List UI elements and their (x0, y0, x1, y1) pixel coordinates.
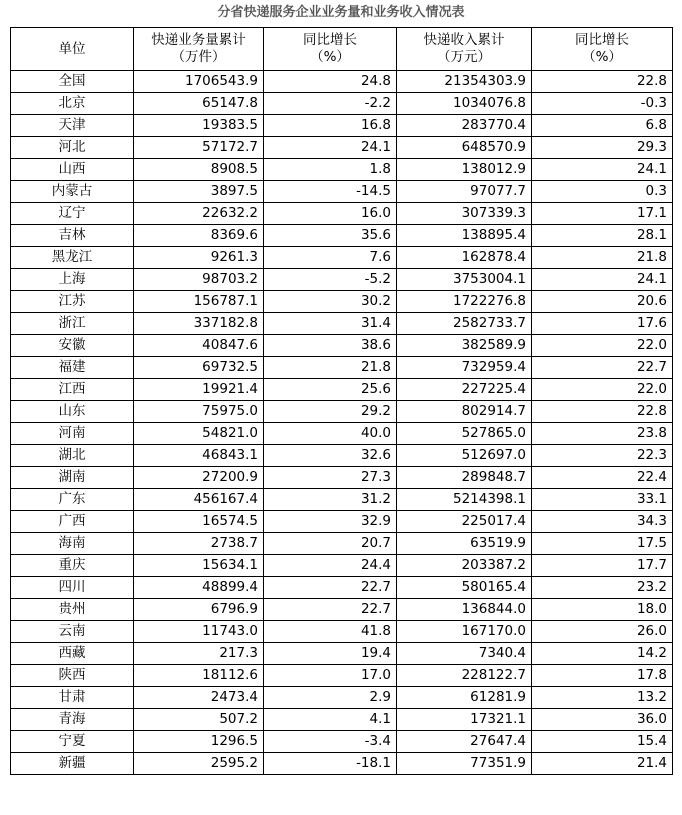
table-header (11, 28, 673, 71)
cell-express-volume: 8908.5 (134, 159, 264, 181)
cell-unit: 全国 (11, 71, 134, 93)
cell-volume-growth: 17.0 (264, 665, 397, 687)
cell-express-volume: 8369.6 (134, 225, 264, 247)
cell-volume-growth: -14.5 (264, 181, 397, 203)
cell-express-revenue: 225017.4 (397, 511, 532, 533)
cell-unit: 河北 (11, 137, 134, 159)
cell-volume-growth: 29.2 (264, 401, 397, 423)
cell-volume-growth: 16.8 (264, 115, 397, 137)
table-row (11, 577, 673, 599)
cell-volume-growth: -2.2 (264, 93, 397, 115)
cell-volume-growth: 31.4 (264, 313, 397, 335)
cell-revenue-growth: 22.0 (532, 379, 673, 401)
cell-revenue-growth: -0.3 (532, 93, 673, 115)
cell-revenue-growth: 17.8 (532, 665, 673, 687)
cell-express-volume: 46843.1 (134, 445, 264, 467)
cell-volume-growth: 30.2 (264, 291, 397, 313)
table-row (11, 467, 673, 489)
header-row (11, 28, 673, 71)
table-title: 分省快递服务企业业务量和业务收入情况表 (217, 5, 465, 20)
cell-revenue-growth: 22.3 (532, 445, 673, 467)
cell-express-volume: 217.3 (134, 643, 264, 665)
cell-unit: 云南 (11, 621, 134, 643)
cell-express-volume: 15634.1 (134, 555, 264, 577)
cell-express-revenue: 136844.0 (397, 599, 532, 621)
cell-revenue-growth: 20.6 (532, 291, 673, 313)
cell-express-volume: 3897.5 (134, 181, 264, 203)
cell-express-volume: 337182.8 (134, 313, 264, 335)
cell-volume-growth: 22.7 (264, 599, 397, 621)
cell-volume-growth: -18.1 (264, 753, 397, 775)
cell-express-revenue: 162878.4 (397, 247, 532, 269)
cell-express-revenue: 167170.0 (397, 621, 532, 643)
cell-revenue-growth: 17.7 (532, 555, 673, 577)
cell-revenue-growth: 29.3 (532, 137, 673, 159)
table-row (11, 533, 673, 555)
cell-express-revenue: 512697.0 (397, 445, 532, 467)
table-row (11, 181, 673, 203)
cell-volume-growth: 40.0 (264, 423, 397, 445)
header-unit-label: （万件） (171, 49, 226, 65)
cell-unit: 甘肃 (11, 687, 134, 709)
header-revenue-growth (532, 28, 673, 71)
cell-express-revenue: 27647.4 (397, 731, 532, 753)
cell-express-revenue: 3753004.1 (397, 269, 532, 291)
cell-express-revenue: 283770.4 (397, 115, 532, 137)
cell-unit: 西藏 (11, 643, 134, 665)
cell-express-revenue: 5214398.1 (397, 489, 532, 511)
header-label: 快递业务量累计 (151, 32, 246, 48)
cell-revenue-growth: 24.1 (532, 159, 673, 181)
header-label: 同比增长 (303, 32, 357, 48)
table-row (11, 687, 673, 709)
table-row (11, 555, 673, 577)
cell-unit: 海南 (11, 533, 134, 555)
cell-revenue-growth: 17.1 (532, 203, 673, 225)
cell-express-revenue: 228122.7 (397, 665, 532, 687)
table-row (11, 313, 673, 335)
table-row (11, 71, 673, 93)
table-row (11, 379, 673, 401)
cell-express-revenue: 138012.9 (397, 159, 532, 181)
cell-express-volume: 22632.2 (134, 203, 264, 225)
cell-volume-growth: 32.6 (264, 445, 397, 467)
header-express-volume (134, 28, 264, 71)
cell-revenue-growth: 22.0 (532, 335, 673, 357)
table-row (11, 599, 673, 621)
cell-volume-growth: 20.7 (264, 533, 397, 555)
cell-unit: 安徽 (11, 335, 134, 357)
table-row (11, 335, 673, 357)
cell-revenue-growth: 34.3 (532, 511, 673, 533)
table-row (11, 357, 673, 379)
cell-revenue-growth: 26.0 (532, 621, 673, 643)
cell-express-volume: 40847.6 (134, 335, 264, 357)
table-row (11, 225, 673, 247)
cell-revenue-growth: 22.8 (532, 401, 673, 423)
cell-express-revenue: 227225.4 (397, 379, 532, 401)
cell-volume-growth: 24.8 (264, 71, 397, 93)
cell-revenue-growth: 22.8 (532, 71, 673, 93)
cell-unit: 辽宁 (11, 203, 134, 225)
cell-unit: 北京 (11, 93, 134, 115)
cell-volume-growth: 16.0 (264, 203, 397, 225)
cell-express-revenue: 648570.9 (397, 137, 532, 159)
cell-express-revenue: 2582733.7 (397, 313, 532, 335)
cell-express-volume: 456167.4 (134, 489, 264, 511)
cell-express-revenue: 61281.9 (397, 687, 532, 709)
cell-volume-growth: 38.6 (264, 335, 397, 357)
header-label: 同比增长 (575, 32, 629, 48)
cell-express-volume: 69732.5 (134, 357, 264, 379)
cell-unit: 贵州 (11, 599, 134, 621)
cell-express-revenue: 1034076.8 (397, 93, 532, 115)
cell-volume-growth: 25.6 (264, 379, 397, 401)
cell-express-volume: 65147.8 (134, 93, 264, 115)
cell-unit: 浙江 (11, 313, 134, 335)
table-row (11, 643, 673, 665)
cell-revenue-growth: 23.8 (532, 423, 673, 445)
cell-volume-growth: 7.6 (264, 247, 397, 269)
cell-volume-growth: 27.3 (264, 467, 397, 489)
table-row (11, 731, 673, 753)
table-row (11, 753, 673, 775)
cell-express-revenue: 97077.7 (397, 181, 532, 203)
cell-express-revenue: 732959.4 (397, 357, 532, 379)
table-row (11, 115, 673, 137)
cell-express-volume: 19921.4 (134, 379, 264, 401)
header-unit-label: （%） (582, 49, 622, 65)
cell-express-volume: 54821.0 (134, 423, 264, 445)
cell-express-volume: 156787.1 (134, 291, 264, 313)
cell-unit: 新疆 (11, 753, 134, 775)
cell-revenue-growth: 33.1 (532, 489, 673, 511)
table-row (11, 665, 673, 687)
table-row (11, 269, 673, 291)
cell-revenue-growth: 17.5 (532, 533, 673, 555)
cell-revenue-growth: 36.0 (532, 709, 673, 731)
cell-unit: 江苏 (11, 291, 134, 313)
cell-express-revenue: 307339.3 (397, 203, 532, 225)
header-unit-label: （%） (310, 49, 350, 65)
cell-revenue-growth: 6.8 (532, 115, 673, 137)
cell-volume-growth: 41.8 (264, 621, 397, 643)
cell-unit: 河南 (11, 423, 134, 445)
cell-express-revenue: 138895.4 (397, 225, 532, 247)
cell-unit: 山西 (11, 159, 134, 181)
cell-express-revenue: 527865.0 (397, 423, 532, 445)
cell-unit: 广东 (11, 489, 134, 511)
cell-volume-growth: -5.2 (264, 269, 397, 291)
cell-express-volume: 18112.6 (134, 665, 264, 687)
table-row (11, 93, 673, 115)
cell-express-revenue: 580165.4 (397, 577, 532, 599)
cell-unit: 宁夏 (11, 731, 134, 753)
table-row (11, 709, 673, 731)
cell-volume-growth: 24.4 (264, 555, 397, 577)
cell-revenue-growth: 21.8 (532, 247, 673, 269)
table-row (11, 159, 673, 181)
cell-revenue-growth: 0.3 (532, 181, 673, 203)
cell-express-revenue: 203387.2 (397, 555, 532, 577)
cell-express-volume: 11743.0 (134, 621, 264, 643)
cell-express-volume: 1706543.9 (134, 71, 264, 93)
table-row (11, 291, 673, 313)
cell-revenue-growth: 18.0 (532, 599, 673, 621)
header-label: 快递收入累计 (423, 32, 505, 48)
cell-express-revenue: 382589.9 (397, 335, 532, 357)
cell-express-volume: 9261.3 (134, 247, 264, 269)
header-volume-growth (264, 28, 397, 71)
cell-unit: 福建 (11, 357, 134, 379)
cell-revenue-growth: 14.2 (532, 643, 673, 665)
cell-revenue-growth: 22.4 (532, 467, 673, 489)
cell-express-revenue: 1722276.8 (397, 291, 532, 313)
cell-volume-growth: 2.9 (264, 687, 397, 709)
cell-revenue-growth: 21.4 (532, 753, 673, 775)
cell-express-volume: 1296.5 (134, 731, 264, 753)
express-stats-table (10, 27, 673, 775)
table-row (11, 423, 673, 445)
cell-revenue-growth: 28.1 (532, 225, 673, 247)
cell-revenue-growth: 22.7 (532, 357, 673, 379)
table-row (11, 445, 673, 467)
cell-unit: 内蒙古 (11, 181, 134, 203)
cell-express-volume: 57172.7 (134, 137, 264, 159)
cell-express-revenue: 63519.9 (397, 533, 532, 555)
cell-express-volume: 6796.9 (134, 599, 264, 621)
cell-express-revenue: 7340.4 (397, 643, 532, 665)
cell-unit: 吉林 (11, 225, 134, 247)
cell-express-revenue: 77351.9 (397, 753, 532, 775)
cell-revenue-growth: 24.1 (532, 269, 673, 291)
cell-express-volume: 507.2 (134, 709, 264, 731)
cell-volume-growth: 4.1 (264, 709, 397, 731)
cell-revenue-growth: 23.2 (532, 577, 673, 599)
cell-express-volume: 19383.5 (134, 115, 264, 137)
cell-express-volume: 2473.4 (134, 687, 264, 709)
cell-volume-growth: 35.6 (264, 225, 397, 247)
table-row (11, 511, 673, 533)
cell-unit: 陕西 (11, 665, 134, 687)
cell-volume-growth: -3.4 (264, 731, 397, 753)
cell-unit: 湖北 (11, 445, 134, 467)
cell-unit: 山东 (11, 401, 134, 423)
cell-unit: 重庆 (11, 555, 134, 577)
cell-volume-growth: 31.2 (264, 489, 397, 511)
cell-unit: 广西 (11, 511, 134, 533)
cell-express-revenue: 21354303.9 (397, 71, 532, 93)
cell-unit: 天津 (11, 115, 134, 137)
cell-revenue-growth: 15.4 (532, 731, 673, 753)
cell-unit: 湖南 (11, 467, 134, 489)
header-label: 单位 (58, 40, 86, 57)
cell-express-volume: 16574.5 (134, 511, 264, 533)
cell-unit: 四川 (11, 577, 134, 599)
table-row (11, 203, 673, 225)
cell-express-volume: 2738.7 (134, 533, 264, 555)
cell-unit: 青海 (11, 709, 134, 731)
header-express-revenue (397, 28, 532, 71)
table-row (11, 401, 673, 423)
cell-express-volume: 48899.4 (134, 577, 264, 599)
cell-revenue-growth: 13.2 (532, 687, 673, 709)
cell-express-volume: 75975.0 (134, 401, 264, 423)
header-unit (11, 28, 134, 71)
cell-unit: 黑龙江 (11, 247, 134, 269)
cell-volume-growth: 32.9 (264, 511, 397, 533)
cell-unit: 江西 (11, 379, 134, 401)
cell-volume-growth: 22.7 (264, 577, 397, 599)
cell-volume-growth: 19.4 (264, 643, 397, 665)
cell-unit: 上海 (11, 269, 134, 291)
cell-volume-growth: 24.1 (264, 137, 397, 159)
table-row (11, 137, 673, 159)
cell-revenue-growth: 17.6 (532, 313, 673, 335)
cell-express-revenue: 289848.7 (397, 467, 532, 489)
table-row (11, 621, 673, 643)
cell-express-revenue: 802914.7 (397, 401, 532, 423)
header-unit-label: （万元） (437, 49, 491, 65)
table-row (11, 247, 673, 269)
cell-volume-growth: 1.8 (264, 159, 397, 181)
cell-volume-growth: 21.8 (264, 357, 397, 379)
table-body (11, 71, 673, 775)
cell-express-revenue: 17321.1 (397, 709, 532, 731)
cell-express-volume: 27200.9 (134, 467, 264, 489)
table-row (11, 489, 673, 511)
cell-express-volume: 98703.2 (134, 269, 264, 291)
cell-express-volume: 2595.2 (134, 753, 264, 775)
